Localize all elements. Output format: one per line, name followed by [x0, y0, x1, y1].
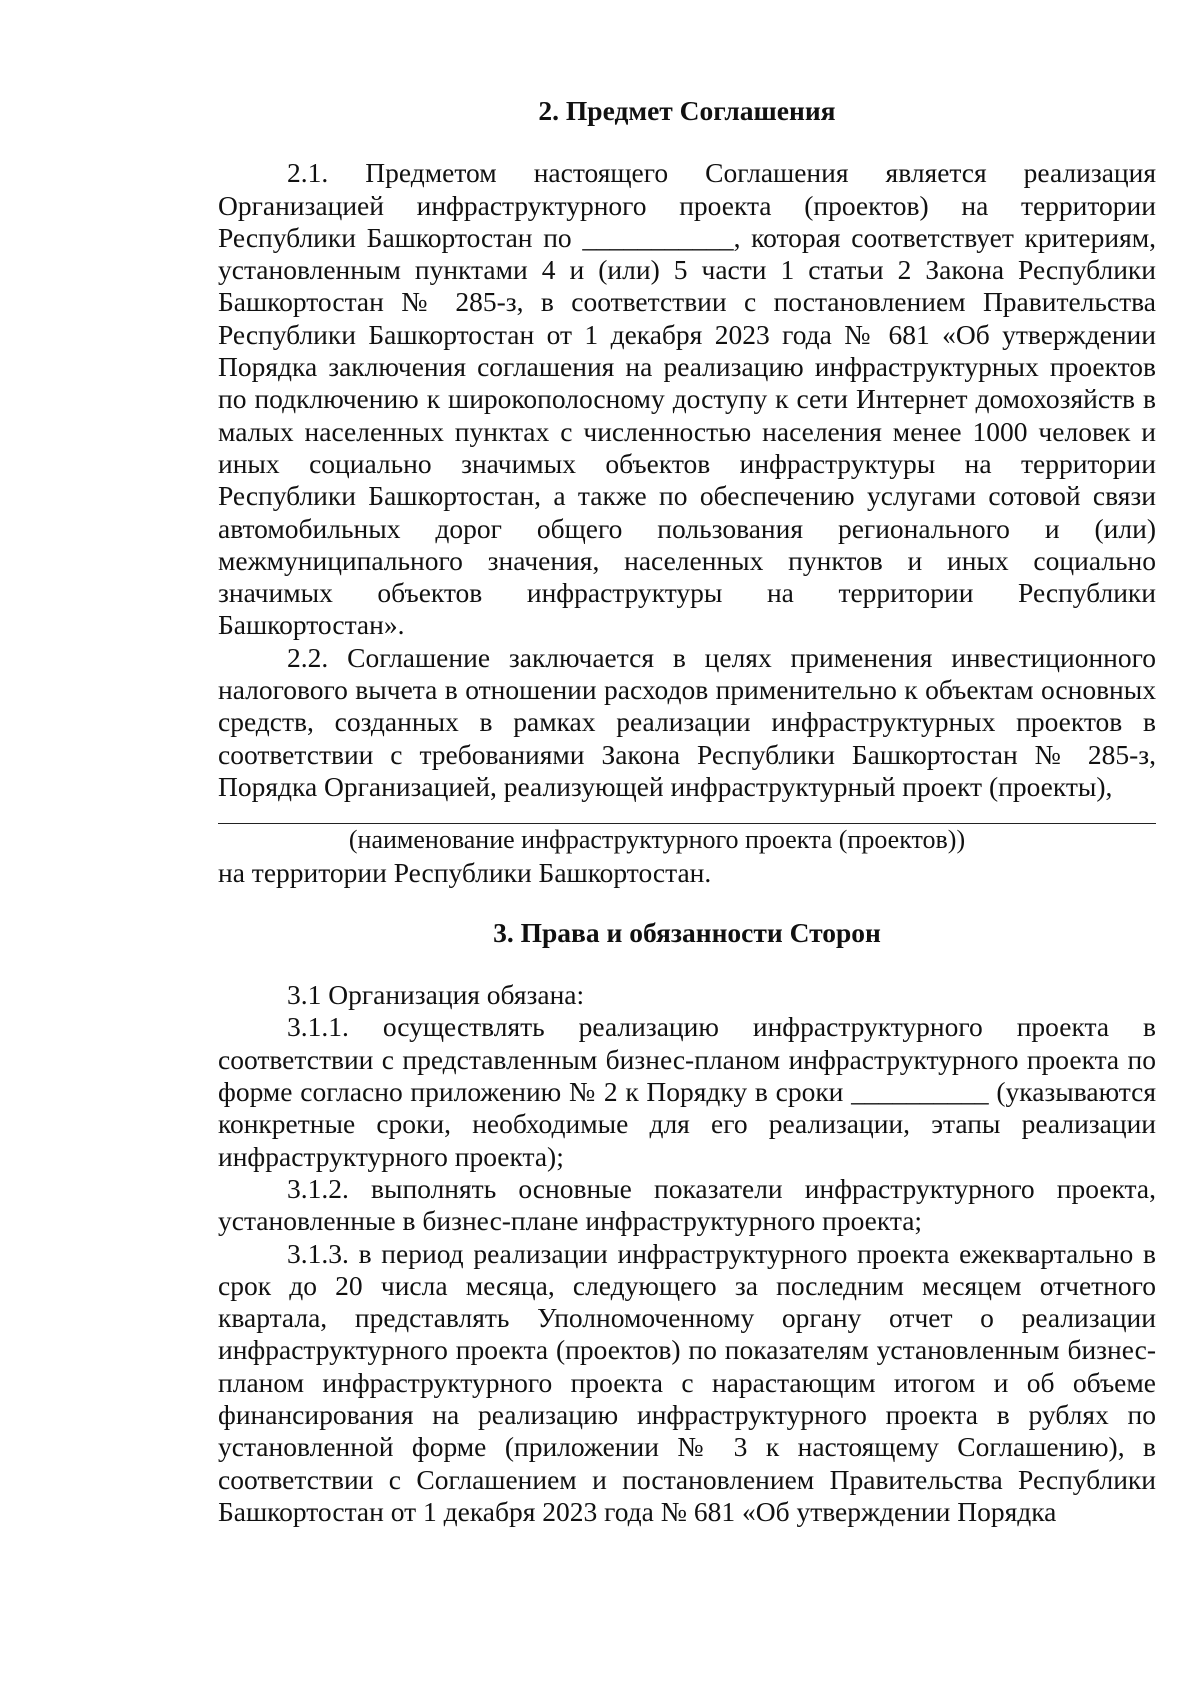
paragraph-3-1: 3.1 Организация обязана: [287, 979, 585, 1011]
section-2-title: 2. Предмет Соглашения [538, 95, 836, 126]
paragraph-3-1-3: 3.1.3. в период реализации инфраструктурного проекта ежеквартально в срок до 20 числа месяца, следующего за последним месяцем отчетного квартала, представлять Уполномоченному органу отчет о реализации инфраструктурного проекта (проектов) по показателям установленным бизнес-планом инфраструктурного проекта с нарастающим итогом и об объеме финансирования на реализацию инфраструктурного проекта в рублях по установленной форме (приложении № 3 к настоящему Соглашению), в соответствии с Соглашением и постановлением Правительства Республики Башкортостан от 1 декабря 2023 года № 681 «Об утверждении Порядка [218, 1237, 1156, 1527]
paragraph-2-1: 2.1. Предметом настоящего Соглашения является реализация Организацией инфраструктурного проекта (проектов) на территории Республики Башкортостан по ___________, которая соответствует критериям, установленным пунктами 4 и (или) 5 части 1 статьи 2 Закона Республики Башкортостан № 285-з, в соответствии с постановлением Правительства Республики Башкортостан от 1 декабря 2023 года № 681 «Об утверждении Порядка заключения соглашения на реализацию инфраструктурных проектов по подключению к широкополосному доступу к сети Интернет домохозяйств в малых населенных пунктах с численностью населения менее 1000 человек и иных социально значимых объектов инфраструктуры на территории Республики Башкортостан, а также по обеспечению услугами сотовой связи автомобильных дорог общего пользования регионального и (или) межмуниципального значения, населенных пунктов и иных социально значимых объектов инфраструктуры на территории Республики Башкортостан». [218, 157, 1156, 641]
paragraph-3-1-2: 3.1.2. выполнять основные показатели инфраструктурного проекта, установленные в бизнес-плане инфраструктурного проекта; [218, 1172, 1156, 1237]
document-page [218, 95, 1156, 1528]
project-name-caption: (наименование инфраструктурного проекта (проектов)) [348, 825, 966, 855]
territory-line: на территории Республики Башкортостан. [218, 856, 712, 888]
section-3-title: 3. Права и обязанности Сторон [493, 916, 881, 948]
paragraph-3-1-1: 3.1.1. осуществлять реализацию инфраструктурного проекта в соответствии с представленным бизнес-планом инфраструктурного проекта по форме согласно приложению № 2 к Порядку в сроки __________ (указываются конкретные сроки, необходимые для его реализации, этапы реализации инфраструктурного проекта); [218, 1011, 1156, 1172]
paragraph-2-2: 2.2. Соглашение заключается в целях применения инвестиционного налогового вычета в отношении расходов применительно к объектам основных средств, созданных в рамках реализации инфраструктурных проектов в соответствии с требованиями Закона Республики Башкортостан № 285-з, Порядка Организацией, реализующей инфраструктурный проект (проекты), [218, 641, 1156, 802]
